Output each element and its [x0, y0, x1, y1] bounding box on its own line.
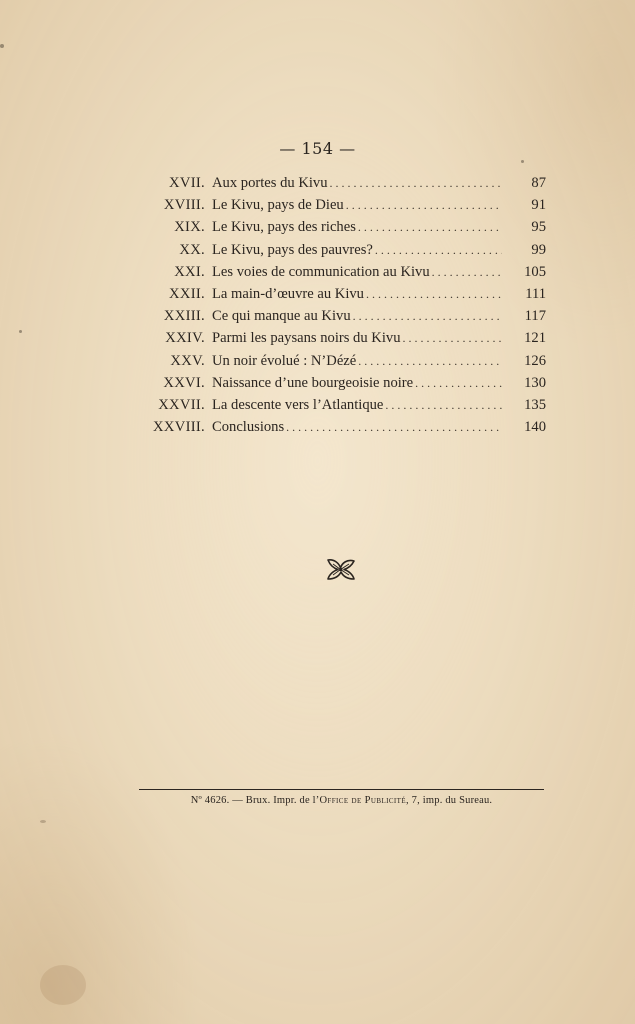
toc-entry — [130, 394, 546, 416]
chapter-title: Aux portes du Kivu — [212, 175, 328, 191]
chapter-title: La main-d’œuvre au Kivu — [212, 285, 364, 302]
paper-speck — [40, 820, 46, 823]
toc-entry — [130, 283, 546, 305]
chapter-title: Conclusions — [212, 419, 285, 436]
chapter-number: XXV. — [170, 352, 205, 369]
chapter-number: XVIII. — [163, 197, 205, 214]
dot-leader — [432, 261, 502, 283]
chapter-title: Le Kivu, pays des pauvres? — [212, 241, 373, 258]
chapter-page: 117 — [524, 308, 546, 325]
table-of-contents — [130, 172, 546, 438]
chapter-page: 121 — [524, 330, 546, 347]
chapter-number: XXVII. — [158, 396, 205, 413]
chapter-title: Parmi les paysans noirs du Kivu — [212, 330, 401, 347]
dot-leader — [353, 305, 502, 327]
chapter-number: XXIII. — [163, 308, 205, 325]
chapter-number: XIX. — [174, 219, 205, 236]
chapter-page: 91 — [531, 197, 546, 214]
chapter-page: 99 — [531, 241, 546, 258]
chapter-page: 111 — [525, 285, 546, 302]
chapter-page: 130 — [524, 374, 546, 391]
ivy-leaf-fleuron-icon — [325, 556, 357, 582]
chapter-number: XX. — [179, 241, 205, 258]
toc-entry — [130, 261, 546, 283]
chapter-number: XXIV. — [165, 330, 205, 347]
imprint-publisher: Office de Publicité — [319, 795, 407, 806]
chapter-number: XXVIII. — [153, 419, 205, 436]
dot-leader — [366, 283, 502, 305]
chapter-title: Naissance d’une bourgeoisie noire — [212, 374, 414, 391]
dot-leader — [346, 194, 502, 216]
toc-entry — [130, 216, 546, 238]
paper-speck — [521, 160, 524, 163]
imprint-prefix: Nº 4626. — Brux. Impr. de l’ — [190, 795, 320, 806]
chapter-page: 105 — [524, 263, 546, 280]
chapter-title: Le Kivu, pays de Dieu — [212, 197, 344, 214]
dot-leader — [286, 416, 502, 438]
chapter-page: 140 — [524, 419, 546, 436]
dot-leader — [385, 394, 502, 416]
toc-entry — [130, 416, 546, 438]
toc-entry — [130, 172, 546, 194]
dot-leader — [358, 216, 502, 238]
chapter-title: La descente vers l’Atlantique — [212, 396, 384, 413]
chapter-title: Les voies de communication au Kivu — [212, 263, 430, 280]
toc-entry — [130, 194, 546, 216]
chapter-page: 87 — [531, 175, 546, 191]
dot-leader — [358, 350, 502, 372]
chapter-page: 135 — [524, 396, 546, 413]
dot-leader — [330, 172, 502, 194]
toc-entry — [130, 350, 546, 372]
toc-entry — [130, 372, 546, 394]
toc-entry — [130, 305, 546, 327]
paper-speck — [0, 44, 4, 48]
paper-stain — [40, 965, 86, 1005]
chapter-title: Le Kivu, pays des riches — [212, 219, 356, 236]
chapter-page: 126 — [524, 352, 546, 369]
chapter-title: Ce qui manque au Kivu — [212, 308, 351, 325]
dot-leader — [375, 239, 502, 261]
dot-leader — [415, 372, 502, 394]
toc-entry — [130, 239, 546, 261]
footer-rule — [139, 789, 544, 790]
paper-speck — [19, 330, 22, 333]
imprint-suffix: , 7, imp. du Sureau. — [406, 795, 493, 806]
page-number: — 154 — — [279, 139, 356, 158]
chapter-number: XXII. — [169, 285, 205, 302]
toc-entry — [130, 327, 546, 349]
printer-imprint — [0, 795, 635, 806]
chapter-number: XXI. — [174, 263, 205, 280]
chapter-number: XXVI. — [163, 374, 205, 391]
chapter-number: XVII. — [169, 175, 205, 191]
chapter-page: 95 — [531, 219, 546, 236]
chapter-title: Un noir évolué : N’Dézé — [212, 352, 357, 369]
dot-leader — [403, 327, 503, 349]
